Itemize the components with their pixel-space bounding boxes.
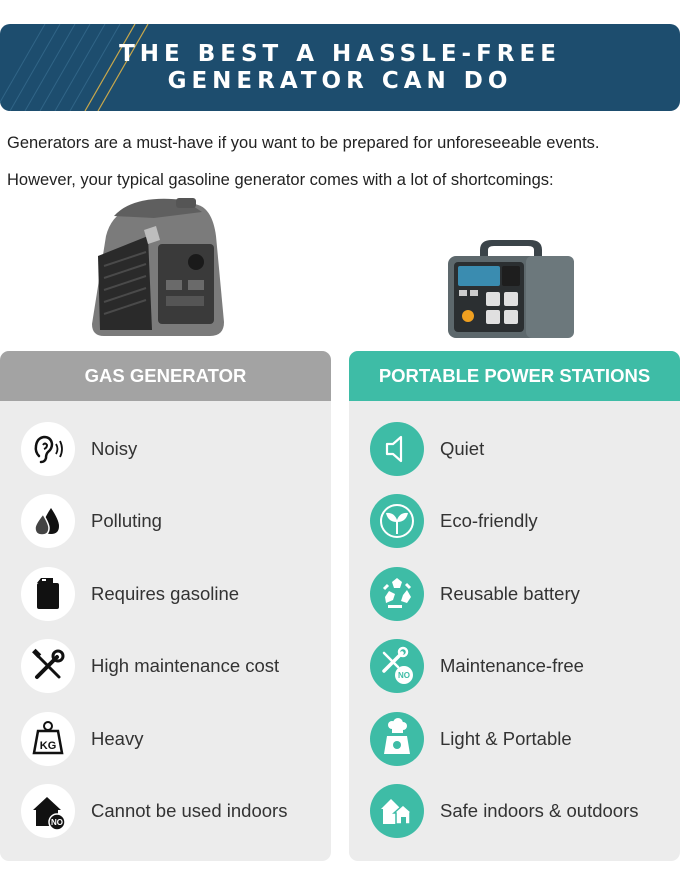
gas-generator-panel bbox=[0, 351, 331, 861]
list-item bbox=[349, 784, 680, 840]
gas-generator-header: GAS GENERATOR bbox=[0, 351, 331, 401]
gas-generator-image bbox=[84, 196, 232, 344]
feature-label: Cannot be used indoors bbox=[91, 800, 288, 821]
page-title: THE BEST A HASSLE-FREE GENERATOR CAN DO bbox=[119, 41, 561, 94]
feature-label: Heavy bbox=[91, 728, 144, 749]
feature-label: Requires gasoline bbox=[91, 583, 240, 604]
list-item bbox=[0, 567, 331, 623]
houses-icon bbox=[370, 784, 424, 838]
list-item bbox=[349, 567, 680, 623]
leaf-sprout-icon bbox=[370, 494, 424, 548]
power-station-image bbox=[446, 238, 576, 340]
feature-label: High maintenance cost bbox=[91, 655, 280, 676]
feature-label: Eco-friendly bbox=[440, 510, 538, 531]
feature-label: Maintenance-free bbox=[440, 655, 584, 676]
intro-text: However, your typical gasoline generator comes with a lot of shortcomings: bbox=[7, 171, 554, 189]
svg-text:NO: NO bbox=[51, 818, 63, 827]
light-weight-icon bbox=[370, 712, 424, 766]
house-no-icon bbox=[21, 784, 75, 838]
feature-label: Safe indoors & outdoors bbox=[440, 800, 639, 821]
feature-label: Light & Portable bbox=[440, 728, 572, 749]
feature-label: Quiet bbox=[440, 438, 485, 459]
list-item bbox=[0, 422, 331, 478]
intro-text: Generators are a must-have if you want to be prepared for unforeseeable events. bbox=[7, 134, 600, 152]
list-item bbox=[0, 639, 331, 695]
oil-drops-icon bbox=[21, 494, 75, 548]
kg-weight-icon bbox=[21, 712, 75, 766]
fuel-can-icon bbox=[21, 567, 75, 621]
header-banner bbox=[0, 24, 680, 111]
recycle-icon bbox=[370, 567, 424, 621]
portable-power-panel bbox=[349, 351, 680, 861]
feature-label: Reusable battery bbox=[440, 583, 580, 604]
portable-power-header: PORTABLE POWER STATIONS bbox=[349, 351, 680, 401]
ear-sound-icon bbox=[21, 422, 75, 476]
list-item bbox=[349, 712, 680, 768]
list-item bbox=[349, 422, 680, 478]
svg-text:NO: NO bbox=[398, 671, 410, 680]
feature-label: Noisy bbox=[91, 438, 138, 459]
speaker-icon bbox=[370, 422, 424, 476]
wrench-screwdriver-icon bbox=[21, 639, 75, 693]
list-item bbox=[0, 784, 331, 840]
feature-label: Polluting bbox=[91, 510, 162, 531]
list-item bbox=[349, 639, 680, 695]
list-item bbox=[0, 494, 331, 550]
list-item bbox=[0, 712, 331, 768]
list-item bbox=[349, 494, 680, 550]
svg-text:KG: KG bbox=[39, 740, 57, 752]
tools-no-icon bbox=[370, 639, 424, 693]
